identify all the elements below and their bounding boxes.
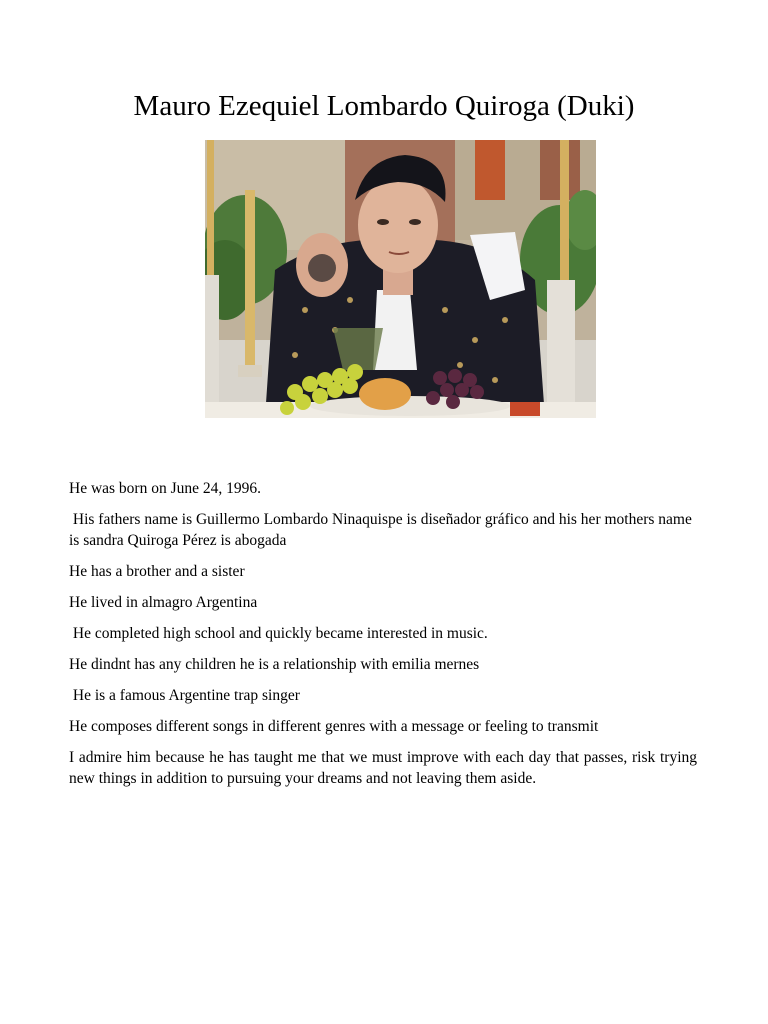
bio-paragraph-siblings: He has a brother and a sister bbox=[69, 563, 245, 580]
bio-paragraph-education: He completed high school and quickly became interested in music. bbox=[69, 625, 488, 642]
biography-text bbox=[69, 478, 697, 799]
bio-paragraph-parents: His fathers name is Guillermo Lombardo Ninaquispe is diseñador gráfico and his her mothers name is sandra Quiroga Pérez is abogada bbox=[69, 511, 692, 549]
bio-paragraph-birth: He was born on June 24, 1996. bbox=[69, 480, 262, 497]
bio-paragraph-career: He is a famous Argentine trap singer bbox=[69, 687, 300, 704]
bio-paragraph-songs: He composes different songs in different genres with a message or feeling to transmit bbox=[69, 718, 599, 735]
page-title: Mauro Ezequiel Lombardo Quiroga (Duki) bbox=[133, 90, 635, 122]
bio-paragraph-admiration: I admire him because he has taught me that we must improve with each day that passes, risk trying new things in addition to pursuing your dreams and not leaving them aside. bbox=[69, 749, 697, 787]
bio-paragraph-relationship: He dindnt has any children he is a relationship with emilia mernes bbox=[69, 656, 480, 673]
bio-paragraph-residence: He lived in almagro Argentina bbox=[69, 594, 258, 611]
portrait-photo bbox=[205, 140, 596, 418]
